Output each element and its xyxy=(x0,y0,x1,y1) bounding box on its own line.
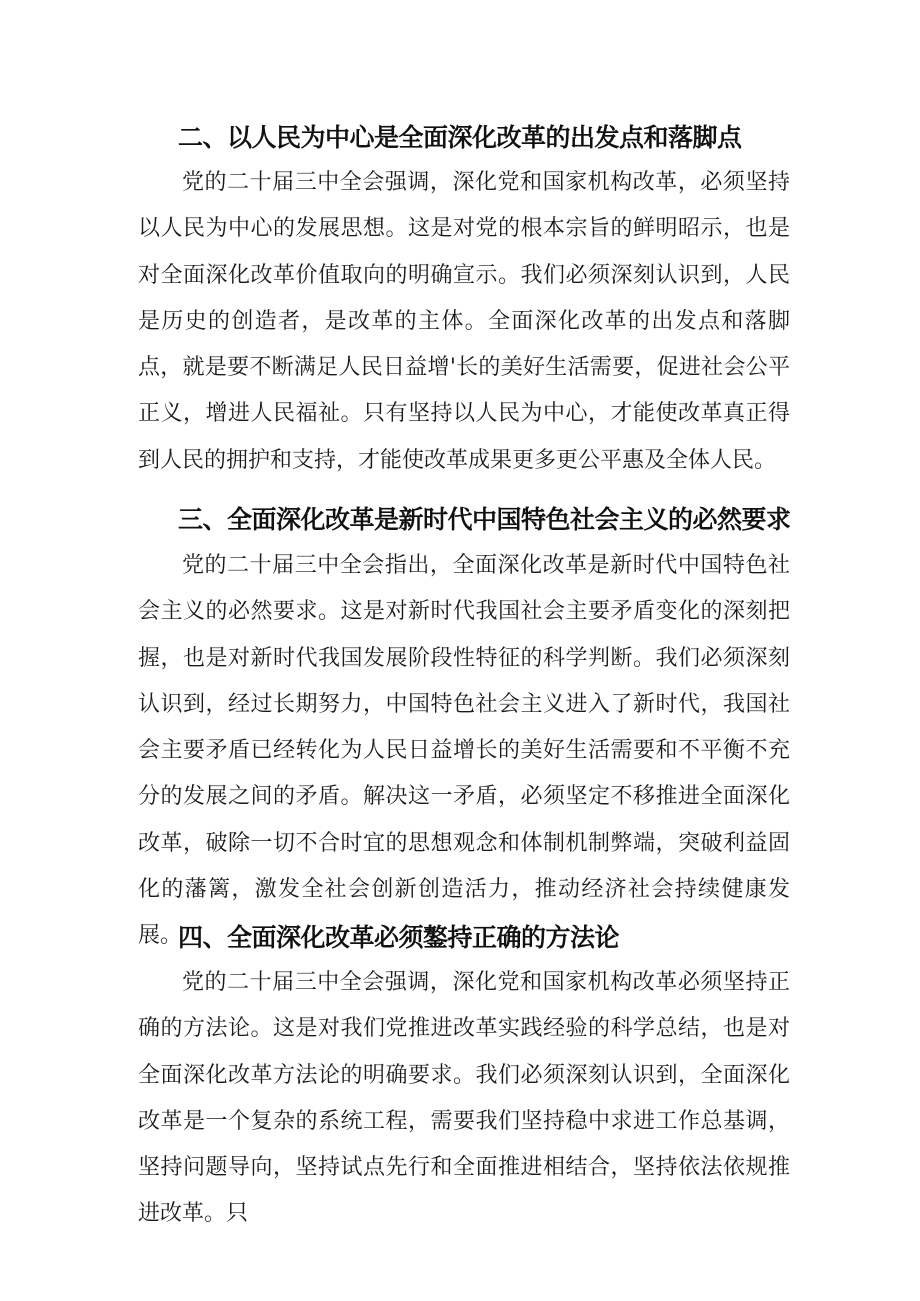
section-heading-2: 二、以人民为中心是全面深化改革的出发点和落脚点 xyxy=(178,123,742,152)
section-heading-4: 四、全面深化改革必须鏊持正确的方法论 xyxy=(178,923,620,952)
section-body-2: 党的二十届三中全会强调，深化党和国家机构改革，必须坚持以人民为中心的发展思想。这是对党的根本宗旨的鲜明昭示，也是对全面深化改革价值取向的明确宣示。我们必须深刻认识到，人民是历史的创造者，是改革的主体。全面深化改革的出发点和落脚点，就是要不断满足人民日益增'长的美好生活需要，促进社会公平正义，增进人民福祉。只有坚持以人民为中心，才能使改革真正得到人民的拥护和支持，才能使改革成果更多更公平惠及全体人民。 xyxy=(138,170,790,473)
section-heading-3: 三、全面深化改革是新时代中国特色社会主义的必然要求 xyxy=(178,505,791,534)
section-body-4: 党的二十届三中全会强调，深化党和国家机构改革必须坚持正确的方法论。这是对我们党推进改革实践经验的科学总结，也是对全面深化改革方法论的明确要求。我们必须深刻认识到，全面深化改革是一个复杂的系统工程，需要我们坚持稳中求进工作总基调，坚持问题导向，坚持试点先行和全面推进相结合，坚持依法依规推进改革。只 xyxy=(138,970,790,1227)
section-body-3: 党的二十届三中全会指出，全面深化改革是新时代中国特色社会主义的必然要求。这是对新时代我国社会主要矛盾变化的深刻把握，也是对新时代我国发展阶段性特征的科学判断。我们必须深刻认识到，经过长期努力，中国特色社会主义进入了新时代，我国社会主要矛盾已经转化为人民日益增长的美好生活需要和不平衡不充分的发展之间的矛盾。解决这一矛盾，必须坚定不移推进全面深化改革，破除一切不合时宜的思想观念和体制机制弊端，突破利益固化的藩篱，激发全社会创新创造活力，推动经济社会持续健康发展。 xyxy=(138,553,790,949)
